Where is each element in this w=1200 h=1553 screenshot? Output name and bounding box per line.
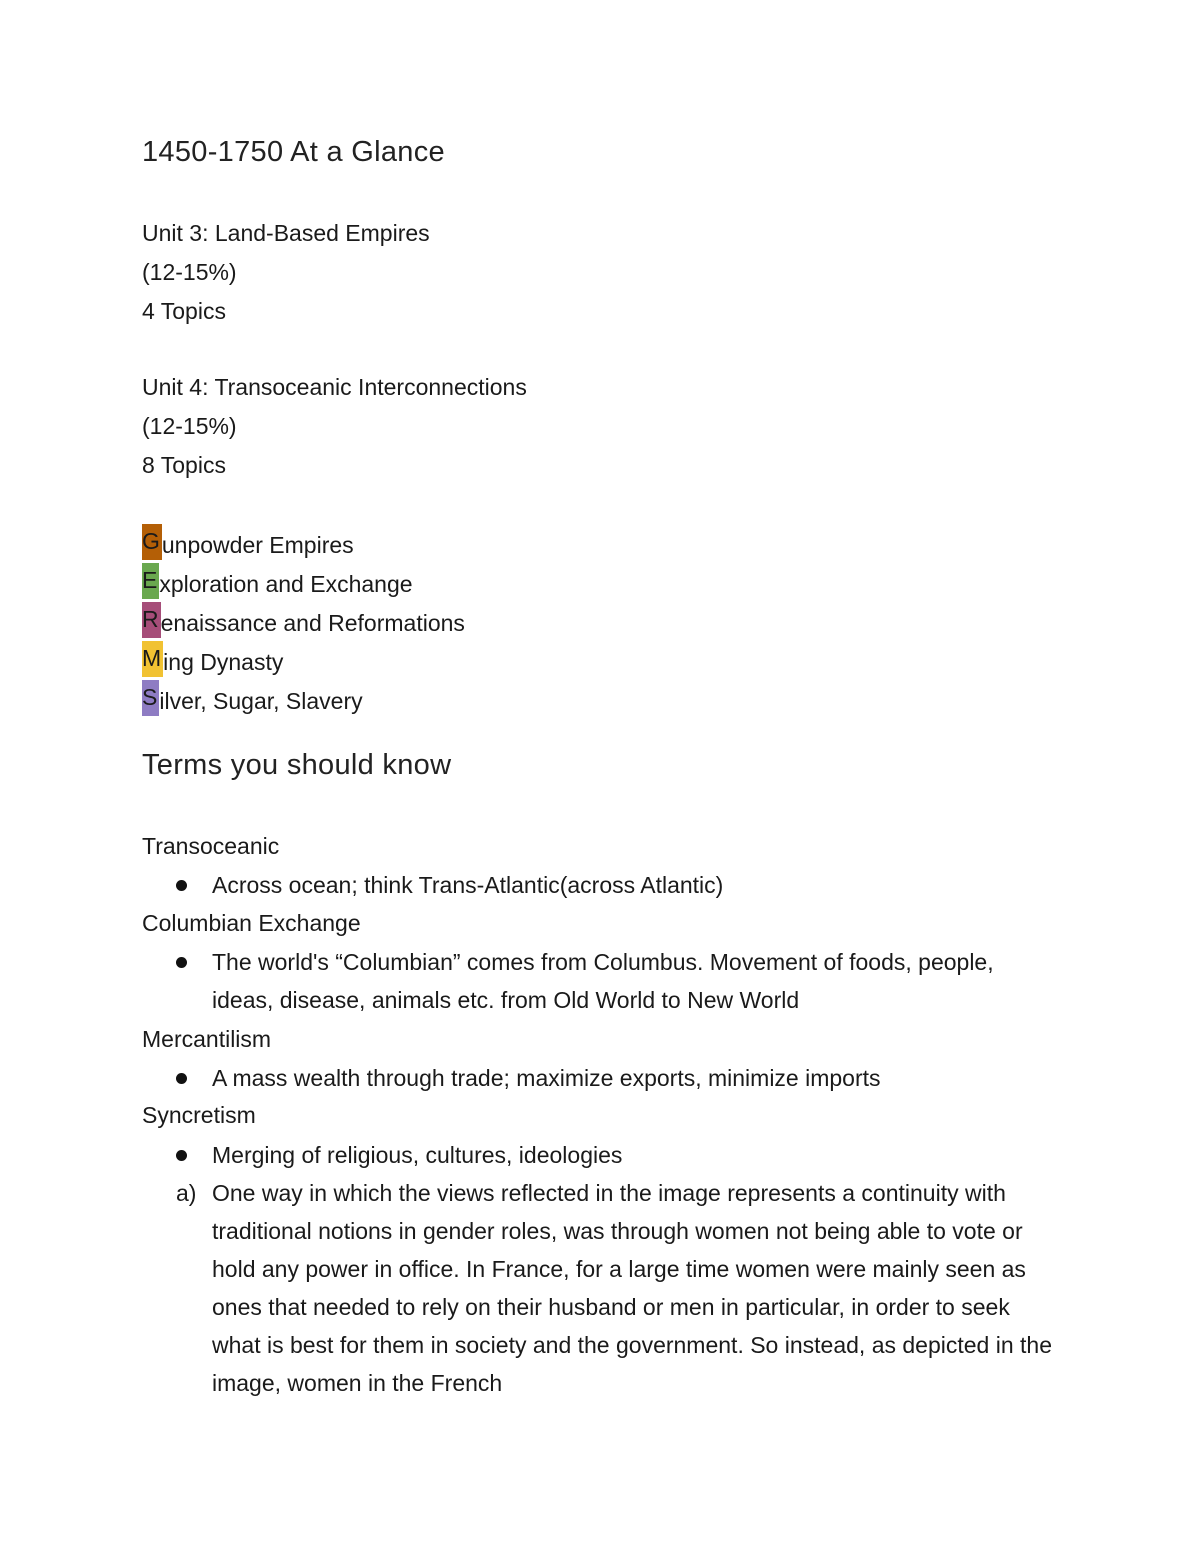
bullet-icon: [176, 957, 187, 968]
unit-3-weight: (12-15%): [142, 259, 237, 285]
term-transoceanic: Transoceanic: [142, 833, 280, 859]
term-syncretism: Syncretism: [142, 1102, 256, 1128]
mnemonic-text: unpowder Empires: [161, 532, 354, 558]
mnemonic-item-renaissance: [142, 602, 465, 638]
highlight-letter: S: [142, 680, 159, 716]
list-marker: a): [176, 1180, 197, 1206]
mnemonic-text: xploration and Exchange: [159, 571, 413, 597]
term-mercantilism: Mercantilism: [142, 1026, 272, 1052]
highlight-letter: G: [142, 524, 162, 560]
unit-3-name: Unit 3: Land-Based Empires: [142, 220, 430, 246]
unit-4-name: Unit 4: Transoceanic Interconnections: [142, 374, 527, 400]
mnemonic-item-gunpowder: [142, 524, 354, 560]
highlight-letter: E: [142, 563, 159, 599]
answer-text: One way in which the views reflected in the image represents a continuity with traditional notions in gender roles, was through women not being able to vote or hold any power in office. In France, for a large time women were mainly seen as ones that needed to rely on their husband or men in particular, in order to seek what is best for them in society and the government. So instead, as depicted in the image, women in the French: [212, 1180, 1052, 1396]
mnemonic-text: ing Dynasty: [163, 649, 284, 675]
mnemonic-text: ilver, Sugar, Slavery: [159, 688, 363, 714]
bullet-icon: [176, 880, 187, 891]
highlight-letter: R: [142, 602, 161, 638]
mnemonic-item-ming: [142, 641, 283, 677]
definition-text: A mass wealth through trade; maximize exports, minimize imports: [212, 1065, 881, 1091]
mnemonic-text: enaissance and Reformations: [160, 610, 465, 636]
definition-text: The world's “Columbian” comes from Columbus. Movement of foods, people, ideas, disease, animals etc. from Old World to New World: [212, 949, 994, 1013]
highlight-letter: M: [142, 641, 163, 677]
terms-heading: Terms you should know: [142, 749, 452, 781]
bullet-icon: [176, 1150, 187, 1161]
page-title: 1450-1750 At a Glance: [142, 136, 445, 168]
definition-text: Across ocean; think Trans-Atlantic(across Atlantic): [212, 872, 724, 898]
definition-text: Merging of religious, cultures, ideologies: [212, 1142, 623, 1168]
mnemonic-item-exploration: [142, 563, 413, 599]
mnemonic-item-silver: [142, 680, 363, 716]
bullet-icon: [176, 1073, 187, 1084]
term-columbian-exchange: Columbian Exchange: [142, 910, 361, 936]
unit-3-topics: 4 Topics: [142, 298, 226, 324]
unit-4-topics: 8 Topics: [142, 452, 226, 478]
unit-4-weight: (12-15%): [142, 413, 237, 439]
